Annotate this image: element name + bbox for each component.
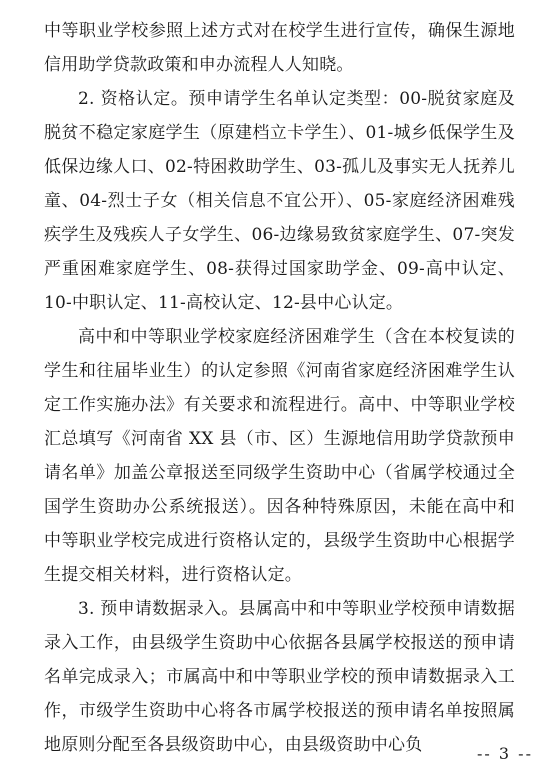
paragraph-qualification: 2. 资格认定。预申请学生名单认定类型：00-脱贫家庭及脱贫不稳定家庭学生（原建档立卡学生）、01-城乡低保学生及低保边缘人口、02-特困救助学生、03-孤儿及事实无人抚养儿童、04-烈士子女（相关信息不宜公开）、05-家庭经济困难残疾学生及残疾人子女学生、06-边缘易致贫家庭学生、07-突发严重困难家庭学生、08-获得过国家助学金、09-高中认定、10-中职认定、11-高校认定、12-县中心认定。 bbox=[44, 89, 515, 313]
paragraph-continuation: 中等职业学校参照上述方式对在校学生进行宣传，确保生源地信用助学贷款政策和申办流程人人知晓。 bbox=[44, 21, 515, 75]
paragraph-identification-procedure: 高中和中等职业学校家庭经济困难学生（含在本校复读的学生和往届毕业生）的认定参照《河南省家庭经济困难学生认定工作实施办法》有关要求和流程进行。高中、中等职业学校汇总填写《河南省 XX 县（市、区）生源地信用助学贷款预申请名单》加盖公章报送至同级学生资助中心（省属学校通过全国学生资助办公系统报送）。因各种特殊原因，未能在高中和中等职业学校完成进行资格认定的，县级学生资助中心根据学生提交相关材料，进行资格认定。 bbox=[44, 327, 515, 585]
page-number: -- 3 -- bbox=[477, 744, 533, 763]
paragraph-data-entry: 3. 预申请数据录入。县属高中和中等职业学校预申请数据录入工作，由县级学生资助中心依据各县属学校报送的预申请名单完成录入；市属高中和中等职业学校的预申请数据录入工作，市级学生资助中心将各市属学校报送的预申请名单按照属地原则分配至各县级资助中心，由县级资助中心负 bbox=[44, 599, 515, 755]
